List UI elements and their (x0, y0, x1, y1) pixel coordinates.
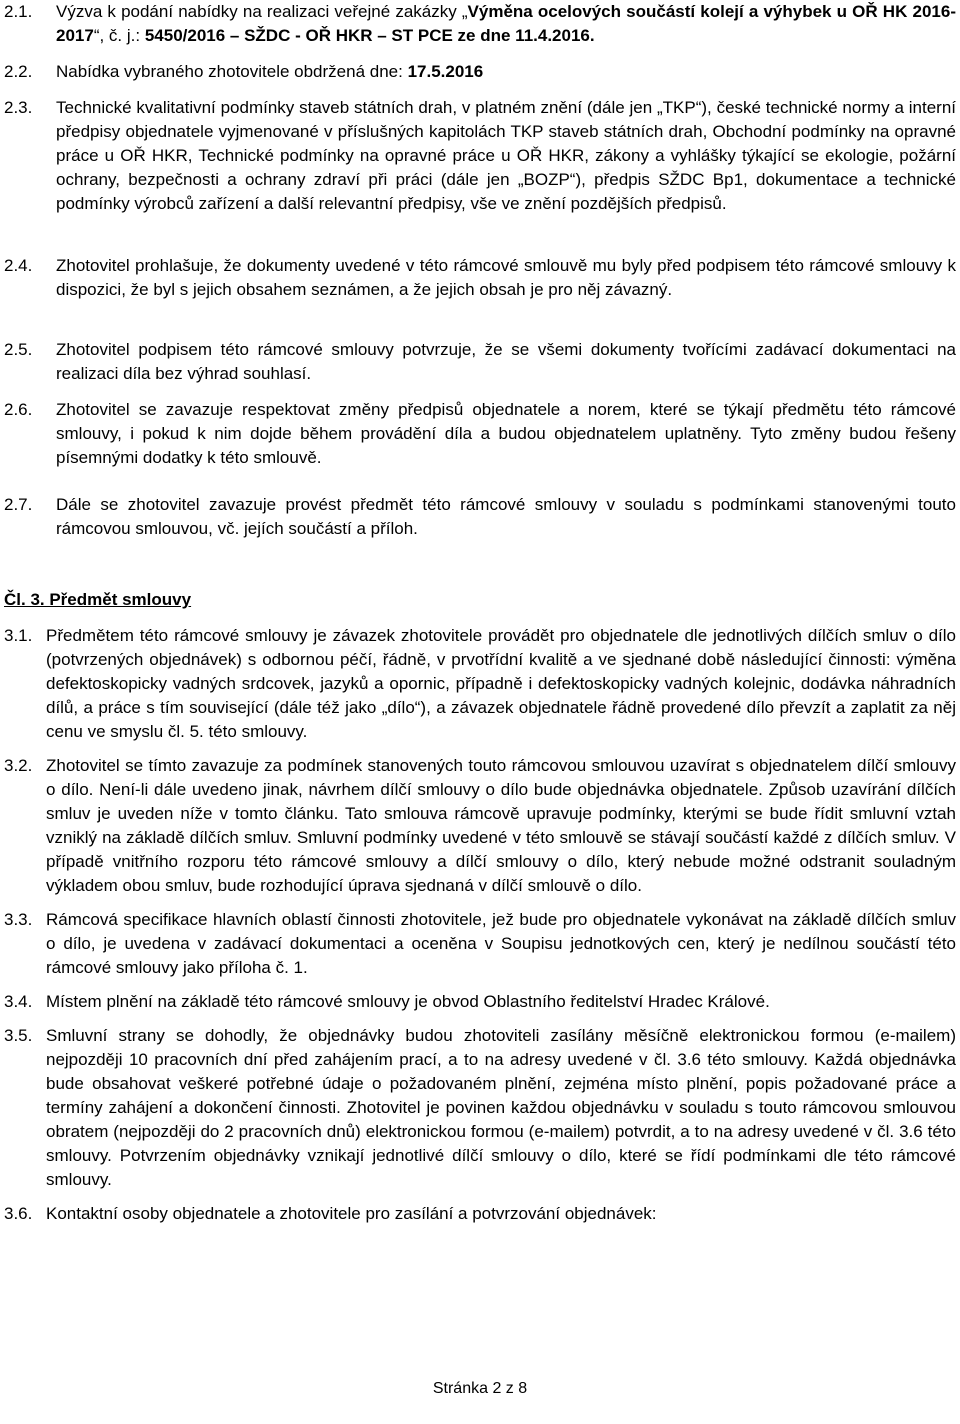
clause-text: Smluvní strany se dohodly, že objednávky budou zhotoviteli zasílány měsíčně elektronickou formou (e-mailem) nejpozději 10 pracovních dní před zahájením prací, a to na adresy uvedené v čl. 3.6 této smlouvy. Každá objednávka bude obsahovat veškeré potřebné údaje o požadovaném plnění, zejména místo plnění, popis požadované práce a termíny zahájení a dokončení činnosti. Zhotovitel je povinen každou objednávku v souladu s touto rámcovou smlouvou obratem (nejpozději do 2 pracovních dnů) elektronickou formou (e-mailem) potvrdit, a to na adresy uvedené v čl. 3.6 této smlouvy. Potvrzením objednávky vznikají jednotlivé dílčí smlouvy o dílo, které se řídí podmínkami dle této rámcové smlouvy. (46, 1026, 956, 1189)
clause-3-2 (4, 754, 956, 898)
clause-text: Zhotovitel podpisem této rámcové smlouvy potvrzuje, že se všemi dokumenty tvořícími zadávací dokumentaci na realizaci díla bez výhrad souhlasí. (56, 340, 956, 383)
clause-2-4 (4, 254, 956, 302)
tender-reference: 5450/2016 – SŽDC - OŘ HKR – ST PCE ze dne 11.4.2016. (144, 26, 595, 45)
clause-text: Zhotovitel prohlašuje, že dokumenty uvedené v této rámcové smlouvě mu byly před podpisem této rámcové smlouvy k dispozici, že byl s jejich obsahem seznámen, a že jejich obsah je pro něj závazný. (56, 256, 956, 299)
clause-number: 3.4. (4, 992, 33, 1011)
clause-number: 2.4. (4, 256, 33, 275)
clause-number: 2.1. (4, 2, 33, 21)
clause-number: 2.7. (4, 495, 33, 514)
page-footer: Stránka 2 z 8 (432, 1380, 528, 1397)
clause-number: 3.6. (4, 1204, 33, 1223)
clause-3-1 (4, 624, 956, 744)
clause-2-3 (4, 96, 956, 216)
clause-text: Dále se zhotovitel zavazuje provést předmět této rámcové smlouvy v souladu s podmínkami stanovenými touto rámcovou smlouvou, vč. jejích součástí a příloh. (56, 495, 956, 538)
clause-text: Zhotovitel se zavazuje respektovat změny předpisů objednatele a norem, které se týkají předmětu této rámcové smlouvy, i pokud k nim dojde během provádění díla a budou objednatelem uplatněny. Tyto změny budou řešeny písemnými dodatky k této smlouvě. (56, 400, 956, 467)
clause-number: 3.1. (4, 626, 33, 645)
clause-2-1 (4, 0, 956, 48)
clause-3-5 (4, 1024, 956, 1192)
article-heading: Čl. 3. Předmět smlouvy (4, 590, 192, 609)
clause-text: Rámcová specifikace hlavních oblastí činnosti zhotovitele, jež bude pro objednatele vykonávat na základě dílčích smluv o dílo, je uvedena v zadávací dokumentaci a oceněna v Soupisu jednotkových cen, který je nedílnou součástí této rámcové smlouvy jako příloha č. 1. (46, 910, 956, 977)
tender-title: Výměna ocelových součástí kolejí a výhybek u OŘ HK 2016-2017 (56, 2, 956, 45)
clause-text: Předmětem této rámcové smlouvy je závazek zhotovitele provádět pro objednatele dle jednotlivých dílčích smluv o dílo (potvrzených objednávek) s odbornou péčí, řádně, v prvotřídní kvalitě a ve sjednané době následující činnosti: výměna defektoskopicky vadných srdcovek, jazyků a opornic, případně i defektoskopicky vadných kolejnic, dodávka náhradních dílů, a práce s tím související (dále též jako „dílo“), a závazek objednatele řádně provedené dílo převzít a zaplatit za něj cenu ve smyslu čl. 5. této smlouvy. (46, 626, 956, 741)
clause-text: Technické kvalitativní podmínky staveb státních drah, v platném znění (dále jen „TKP“), české technické normy a interní předpisy objednatele vyjmenované v příslušných kapitolách TKP staveb státních drah, Obchodní podmínky na opravné práce u OŘ HKR, Technické podmínky na opravné práce u OŘ HKR, zákony a vyhlášky týkající se ekologie, požární ochrany, bezpečnosti a ochrany zdraví při práci (dále jen „BOZP“), předpis SŽDC Bp1, dokumentace a technické podmínky výrobců zařízení a další relevantní předpisy, vše ve znění pozdějších předpisů. (56, 98, 956, 213)
clause-2-5 (4, 338, 956, 386)
clause-2-7 (4, 493, 956, 541)
clause-3-3 (4, 908, 956, 980)
clause-text: Kontaktní osoby objednatele a zhotovitele pro zasílání a potvrzování objednávek: (46, 1204, 657, 1223)
clause-number: 2.3. (4, 98, 33, 117)
clause-text: Místem plnění na základě této rámcové smlouvy je obvod Oblastního ředitelství Hradec Králové. (46, 992, 770, 1011)
clause-number: 3.5. (4, 1026, 33, 1045)
clause-number: 2.5. (4, 340, 33, 359)
clause-text: Nabídka vybraného zhotovitele obdržená dne: 17.5.2016 (56, 62, 484, 81)
clause-2-6 (4, 398, 956, 470)
clause-text: Výzva k podání nabídky na realizaci veřejné zakázky „Výměna ocelových součástí kolejí a výhybek u OŘ HK 2016-2017“, č. j.: 5450/2016 – SŽDC - OŘ HKR – ST PCE ze dne 11.4.2016. (56, 2, 956, 45)
offer-date: 17.5.2016 (407, 62, 484, 81)
clause-text: Zhotovitel se tímto zavazuje za podmínek stanovených touto rámcovou smlouvou uzavírat s objednatelem dílčí smlouvy o dílo. Není-li dále uvedeno jinak, návrhem dílčí smlouvy o dílo bude objednávka objednatele. Způsob uzavírání dílčích smluv je uveden níže v tomto článku. Tato smlouva rámcově upravuje podmínky, kterými se bude řídit smluvní vztah vzniklý na základě dílčích smluv. Smluvní podmínky uvedené v této smlouvě se stávají součástí každé z dílčích smluv. V případě vnitřního rozporu této rámcové smlouvy a dílčí smlouvy o dílo, který nebude možné odstranit souladným výkladem obou smluv, bude rozhodující úprava sjednaná v dílčí smlouvě o dílo. (46, 756, 956, 895)
clause-2-2 (4, 60, 956, 84)
clause-number: 2.2. (4, 62, 33, 81)
clause-number: 3.3. (4, 910, 33, 929)
clause-3-6 (4, 1202, 956, 1226)
clause-number: 3.2. (4, 756, 33, 775)
clause-3-4 (4, 990, 956, 1014)
clause-number: 2.6. (4, 400, 33, 419)
